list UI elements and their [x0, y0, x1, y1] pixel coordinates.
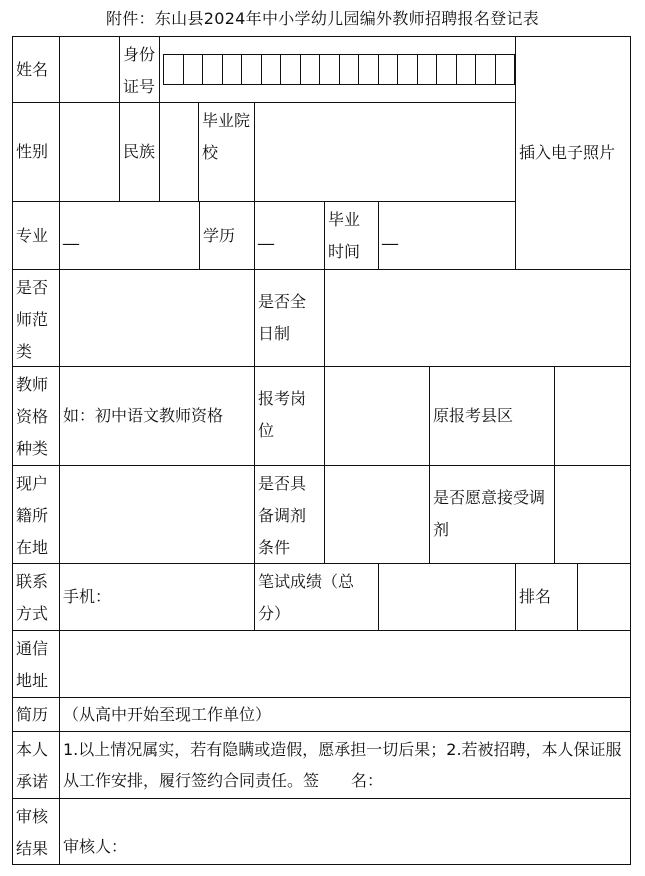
- household-field[interactable]: [59, 465, 255, 564]
- label-name: 姓名: [12, 36, 60, 103]
- education-field[interactable]: __: [254, 201, 325, 270]
- label-school: 毕业院校: [198, 102, 255, 202]
- exam-score-field[interactable]: [378, 563, 516, 631]
- name-field[interactable]: [59, 36, 120, 103]
- promise-text: 1.以上情况属实，若有隐瞒或造假，愿承担一切后果；2.若被招聘，本人保证服从工作安排，履行签约合同责任。签 名：: [59, 731, 631, 799]
- label-adjustable: 是否具备调剂条件: [254, 465, 325, 564]
- id-digit-box[interactable]: [183, 54, 204, 85]
- id-digit-box[interactable]: [456, 54, 477, 85]
- review-field[interactable]: 审核人：: [59, 798, 631, 865]
- major-field[interactable]: __: [59, 201, 200, 270]
- label-contact: 联系方式: [12, 563, 60, 631]
- label-full-time: 是否全日制: [254, 269, 325, 367]
- id-digit-box[interactable]: [163, 54, 184, 85]
- label-promise: 本人承诺: [12, 731, 60, 799]
- adjustable-field[interactable]: [324, 465, 430, 564]
- id-digit-box[interactable]: [241, 54, 262, 85]
- id-digit-box[interactable]: [378, 54, 399, 85]
- id-digit-box[interactable]: [280, 54, 301, 85]
- cert-type-field[interactable]: 如：初中语文教师资格: [59, 366, 255, 466]
- id-digit-box[interactable]: [222, 54, 243, 85]
- school-field[interactable]: [254, 102, 516, 202]
- label-education: 学历: [199, 201, 255, 270]
- form-title: 附件：东山县2024年中小学幼儿园编外教师招聘报名登记表: [105, 9, 540, 28]
- id-digit-box[interactable]: [495, 54, 516, 85]
- gender-field[interactable]: [59, 102, 120, 202]
- label-original-county: 原报考县区: [429, 366, 555, 466]
- id-digit-box[interactable]: [436, 54, 457, 85]
- resume-field[interactable]: （从高中开始至现工作单位）: [59, 697, 631, 732]
- address-field[interactable]: [59, 630, 631, 698]
- grad-time-field[interactable]: __: [378, 201, 516, 270]
- label-ethnicity: 民族: [119, 102, 160, 202]
- photo-cell[interactable]: 插入电子照片: [515, 36, 631, 270]
- id-digit-box[interactable]: [202, 54, 223, 85]
- label-grad-time: 毕业时间: [324, 201, 379, 270]
- id-digit-box[interactable]: [339, 54, 360, 85]
- id-digit-box[interactable]: [475, 54, 496, 85]
- original-county-field[interactable]: [554, 366, 631, 466]
- label-position: 报考岗位: [254, 366, 325, 466]
- position-field[interactable]: [324, 366, 430, 466]
- label-household: 现户籍所在地: [12, 465, 60, 564]
- full-time-field[interactable]: [324, 269, 631, 367]
- label-normal-major: 是否师范类: [12, 269, 60, 367]
- label-id-card: 身份证号: [119, 36, 160, 103]
- label-address: 通信地址: [12, 630, 60, 698]
- label-accept-adjust: 是否愿意接受调剂: [429, 465, 555, 564]
- id-digit-box[interactable]: [319, 54, 340, 85]
- rank-field[interactable]: [577, 563, 631, 631]
- accept-adjust-field[interactable]: [554, 465, 631, 564]
- id-digit-box[interactable]: [397, 54, 418, 85]
- label-review: 审核结果: [12, 798, 60, 865]
- label-gender: 性别: [12, 102, 60, 202]
- normal-major-field[interactable]: [59, 269, 255, 367]
- label-rank: 排名: [515, 563, 578, 631]
- label-cert-type: 教师资格种类: [12, 366, 60, 466]
- id-digit-box[interactable]: [417, 54, 438, 85]
- ethnicity-field[interactable]: [159, 102, 199, 202]
- phone-field[interactable]: 手机：: [59, 563, 255, 631]
- id-digit-box[interactable]: [300, 54, 321, 85]
- id-digit-box[interactable]: [358, 54, 379, 85]
- label-resume: 简历: [12, 697, 60, 732]
- id-digit-box[interactable]: [261, 54, 282, 85]
- label-major: 专业: [12, 201, 60, 270]
- label-exam-score: 笔试成绩（总分）: [254, 563, 379, 631]
